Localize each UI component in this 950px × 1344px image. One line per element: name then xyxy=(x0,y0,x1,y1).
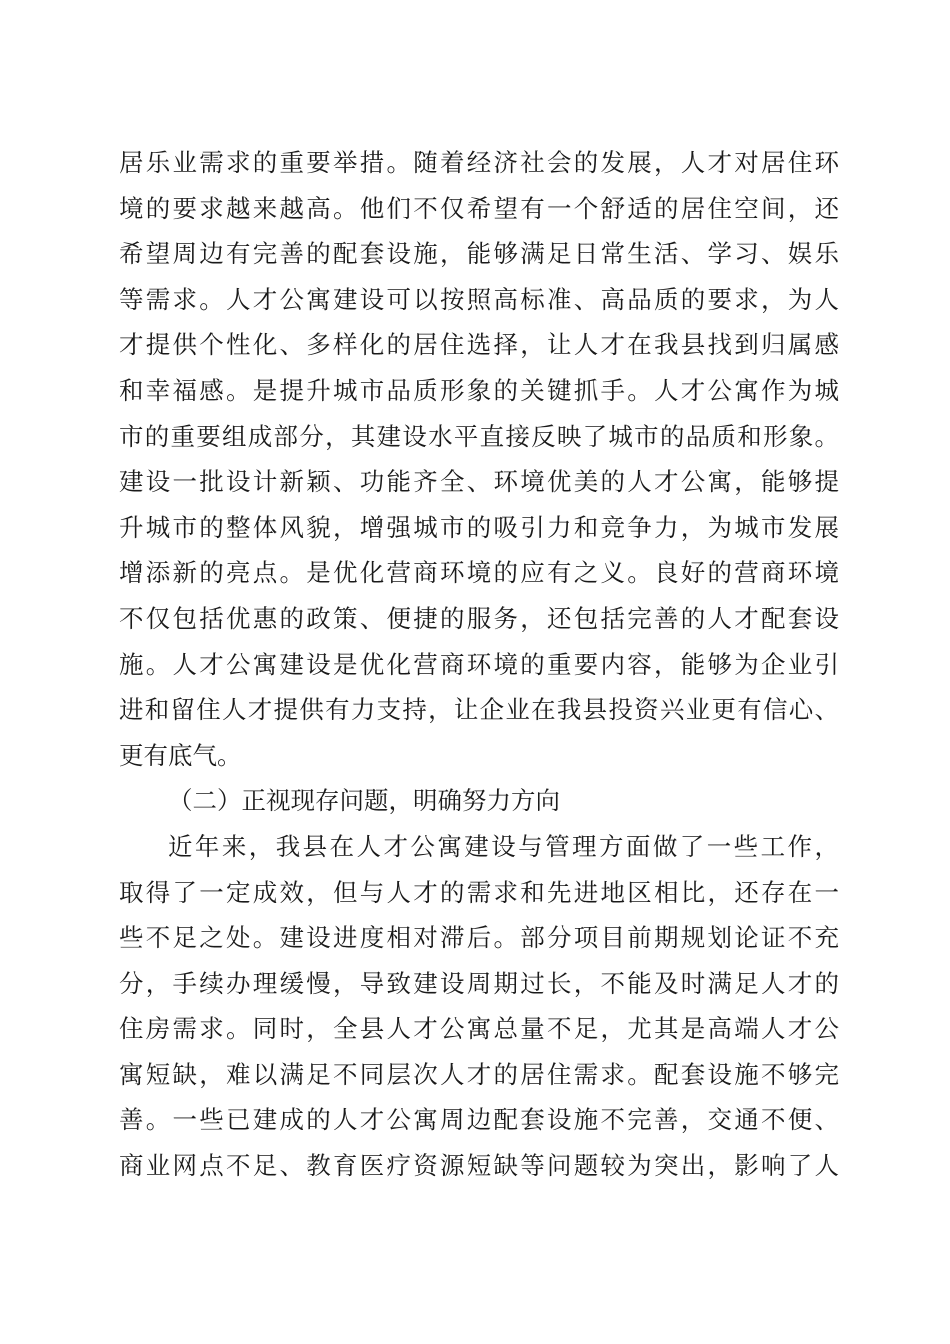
text-line: 居乐业需求的重要举措。随着经济社会的发展，人才对居住环 xyxy=(119,148,839,177)
paragraph-1 xyxy=(119,140,839,778)
text-line: 寓短缺，难以满足不同层次人才的居住需求。配套设施不够完 xyxy=(119,1059,839,1089)
text-line: 才提供个性化、多样化的居住选择，让人才在我县找到归属感 xyxy=(119,330,839,360)
section-heading: （二）正视现存问题，明确努力方向 xyxy=(168,786,560,816)
text-line: 近年来，我县在人才公寓建设与管理方面做了一些工作， xyxy=(168,831,839,861)
text-line: 增添新的亮点。是优化营商环境的应有之义。良好的营商环境 xyxy=(119,558,839,588)
text-line: 更有底气。 xyxy=(119,740,242,770)
body-text xyxy=(119,140,839,1189)
text-line: 住房需求。同时，全县人才公寓总量不足，尤其是高端人才公 xyxy=(119,1014,839,1044)
text-line: 取得了一定成效，但与人才的需求和先进地区相比，还存在一 xyxy=(119,877,839,907)
text-line: 境的要求越来越高。他们不仅希望有一个舒适的居住空间，还 xyxy=(119,193,839,223)
text-line: 希望周边有完善的配套设施，能够满足日常生活、学习、娱乐 xyxy=(119,239,839,269)
text-line: 升城市的整体风貌，增强城市的吸引力和竞争力，为城市发展 xyxy=(119,512,839,542)
text-line: 建设一批设计新颖、功能齐全、环境优美的人才公寓，能够提 xyxy=(119,467,839,497)
text-line: 不仅包括优惠的政策、便捷的服务，还包括完善的人才配套设 xyxy=(119,603,839,633)
text-line: 善。一些已建成的人才公寓周边配套设施不完善，交通不便、 xyxy=(119,1105,839,1135)
text-line: 和幸福感。是提升城市品质形象的关键抓手。人才公寓作为城 xyxy=(119,375,839,405)
text-line: 进和留住人才提供有力支持，让企业在我县投资兴业更有信心、 xyxy=(119,695,839,725)
text-line: 市的重要组成部分，其建设水平直接反映了城市的品质和形象。 xyxy=(119,421,839,451)
text-line: 等需求。人才公寓建设可以按照高标准、高品质的要求，为人 xyxy=(119,284,839,314)
text-line: 商业网点不足、教育医疗资源短缺等问题较为突出，影响了人 xyxy=(119,1151,839,1181)
paragraph-2 xyxy=(119,824,839,1189)
text-line: 分，手续办理缓慢，导致建设周期过长，不能及时满足人才的 xyxy=(119,968,839,998)
text-line: 施。人才公寓建设是优化营商环境的重要内容，能够为企业引 xyxy=(119,649,839,679)
text-line: 些不足之处。建设进度相对滞后。部分项目前期规划论证不充 xyxy=(119,923,839,953)
